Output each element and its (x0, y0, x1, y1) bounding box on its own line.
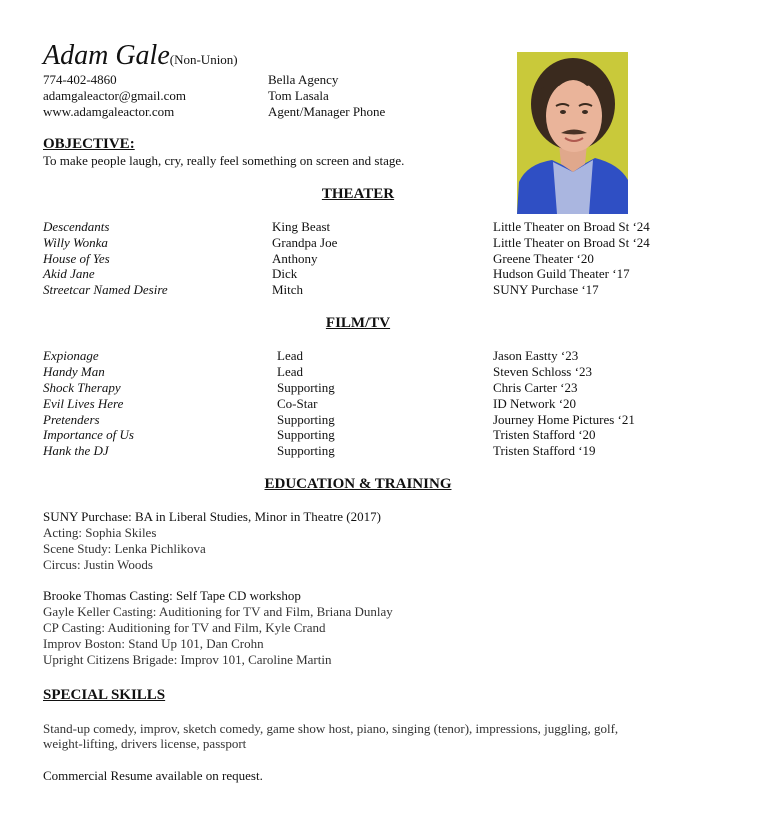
production-title: Handy Man (43, 364, 105, 379)
production-title: Expionage (43, 348, 99, 363)
role: Co-Star (277, 396, 318, 411)
production-title: Descendants (43, 219, 110, 234)
venue: Hudson Guild Theater ‘17 (493, 266, 630, 281)
table-row (0, 266, 763, 282)
education-heading: EDUCATION & TRAINING (264, 476, 452, 492)
credit: ID Network ‘20 (493, 396, 577, 411)
film-heading: FILM/TV (325, 315, 391, 331)
role: Lead (277, 348, 303, 363)
theater-heading: THEATER (321, 186, 395, 202)
website: www.adamgaleactor.com (43, 104, 175, 119)
agent-phone: Agent/Manager Phone (268, 104, 386, 119)
role: Supporting (277, 380, 335, 395)
table-row (0, 282, 763, 298)
training-line: Circus: Justin Woods (43, 557, 153, 572)
credit: Tristen Stafford ‘20 (493, 427, 596, 442)
role: Supporting (277, 412, 335, 427)
venue: Greene Theater ‘20 (493, 251, 594, 266)
role: Mitch (272, 282, 304, 297)
production-title: Akid Jane (43, 266, 95, 281)
skills-text-continued: weight-lifting, drivers license, passport (43, 736, 247, 751)
credit: Tristen Stafford ‘19 (493, 443, 596, 458)
table-row (0, 412, 763, 428)
agent-name: Tom Lasala (268, 88, 329, 103)
table-row (0, 251, 763, 267)
role: Grandpa Joe (272, 235, 338, 250)
workshop-line: Gayle Keller Casting: Auditioning for TV and Film, Briana Dunlay (43, 604, 393, 619)
production-title: Willy Wonka (43, 235, 108, 250)
workshop-line: Brooke Thomas Casting: Self Tape CD workshop (43, 588, 301, 603)
production-title: Pretenders (43, 412, 100, 427)
union-status: (Non-Union) (169, 52, 238, 67)
skills-text: Stand-up comedy, improv, sketch comedy, game show host, piano, singing (tenor), impressions, juggling, golf, (43, 721, 619, 736)
phone: 774-402-4860 (43, 72, 117, 87)
production-title: Hank the DJ (43, 443, 109, 458)
objective-text: To make people laugh, cry, really feel something on screen and stage. (43, 153, 405, 168)
agency: Bella Agency (268, 72, 339, 87)
workshop-line: CP Casting: Auditioning for TV and Film, Kyle Crand (43, 620, 326, 635)
table-row (0, 427, 763, 443)
workshop-line: Improv Boston: Stand Up 101, Dan Crohn (43, 636, 264, 651)
table-row (0, 396, 763, 412)
table-row (0, 380, 763, 396)
role: Supporting (277, 443, 335, 458)
production-title: House of Yes (43, 251, 110, 266)
name-block (43, 41, 238, 71)
table-row (0, 235, 763, 251)
production-title: Importance of Us (43, 427, 134, 442)
degree-line: SUNY Purchase: BA in Liberal Studies, Minor in Theatre (2017) (43, 509, 381, 524)
venue: Little Theater on Broad St ‘24 (493, 219, 650, 234)
table-row (0, 443, 763, 459)
production-title: Evil Lives Here (43, 396, 124, 411)
production-title: Streetcar Named Desire (43, 282, 168, 297)
role: Lead (277, 364, 303, 379)
role: King Beast (272, 219, 331, 234)
workshop-line: Upright Citizens Brigade: Improv 101, Caroline Martin (43, 652, 332, 667)
role: Supporting (277, 427, 335, 442)
email: adamgaleactor@gmail.com (43, 88, 186, 103)
venue: Little Theater on Broad St ‘24 (493, 235, 650, 250)
venue: SUNY Purchase ‘17 (493, 282, 599, 297)
credit: Journey Home Pictures ‘21 (493, 412, 635, 427)
table-row (0, 364, 763, 380)
table-row (0, 219, 763, 235)
objective-heading: OBJECTIVE: (43, 136, 135, 152)
training-line: Scene Study: Lenka Pichlikova (43, 541, 206, 556)
role: Anthony (272, 251, 318, 266)
skills-heading: SPECIAL SKILLS (43, 687, 166, 703)
table-row (0, 348, 763, 364)
production-title: Shock Therapy (43, 380, 121, 395)
training-line: Acting: Sophia Skiles (43, 525, 157, 540)
credit: Steven Schloss ‘23 (493, 364, 592, 379)
credit: Jason Eastty ‘23 (493, 348, 579, 363)
actor-name: Adam Gale (43, 40, 170, 71)
footer-note: Commercial Resume available on request. (43, 768, 263, 783)
role: Dick (272, 266, 298, 281)
credit: Chris Carter ‘23 (493, 380, 578, 395)
